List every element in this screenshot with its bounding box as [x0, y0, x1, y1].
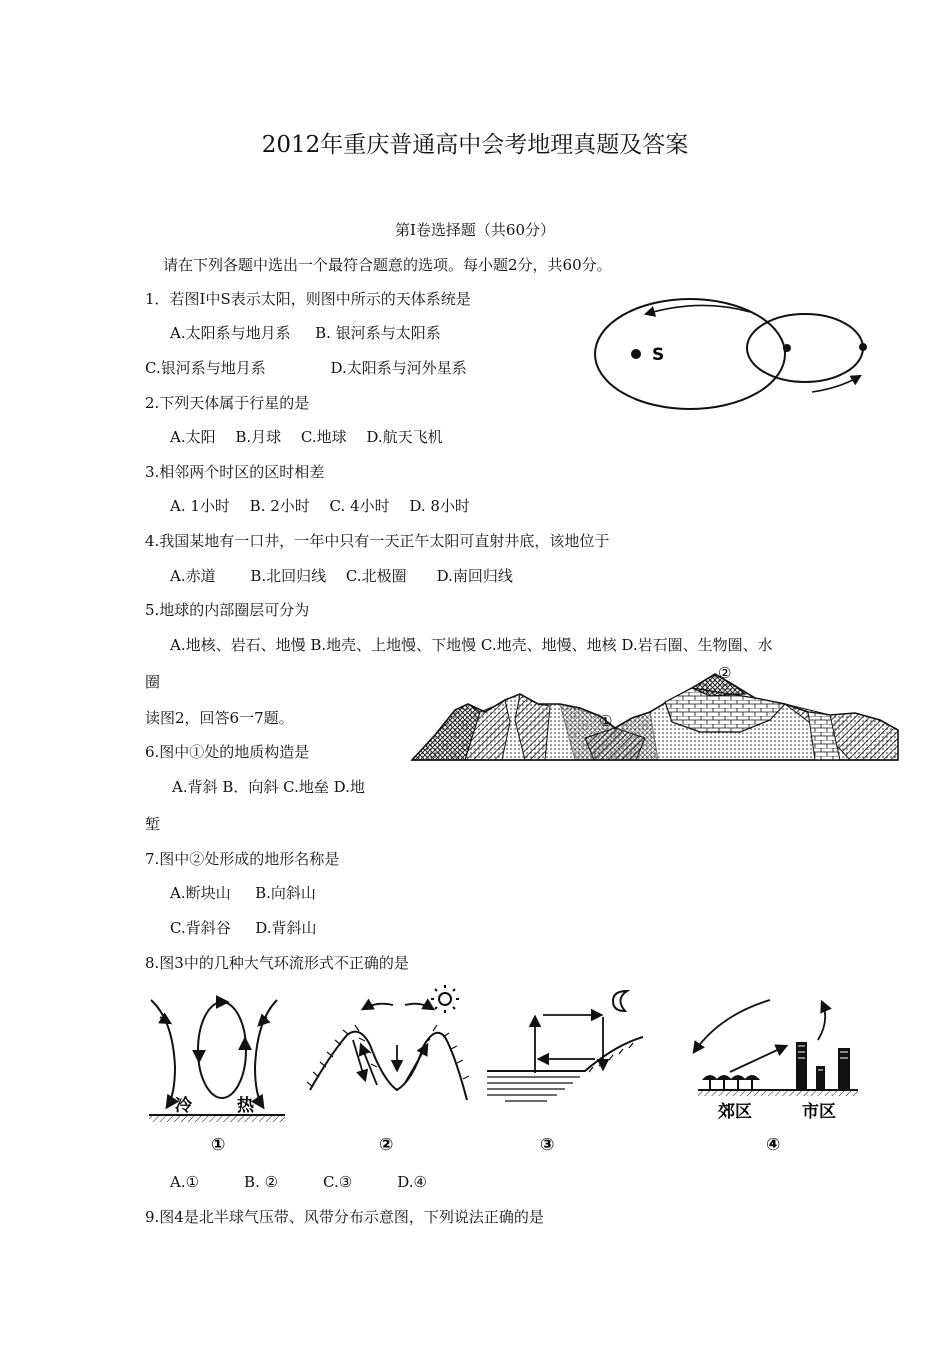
q5-options-line2: 圈	[145, 673, 161, 691]
q8-stem: 8.图3中的几种大气环流形式不正确的是	[145, 954, 409, 972]
hot-label: 热	[237, 1096, 254, 1116]
q3-options: A. 1小时 B. 2小时 C. 4小时 D. 8小时	[170, 497, 470, 515]
earth-dot	[783, 344, 791, 352]
q4-stem: 4.我国某地有一口井，一年中只有一天正午太阳可直射井底，该地位于	[145, 532, 610, 550]
sun-dot	[631, 349, 641, 359]
q4-options: A.赤道 B.北回归线 C.北极圈 D.南回归线	[170, 567, 513, 585]
q2-stem: 2.下列天体属于行星的是	[145, 394, 310, 412]
moon-dot	[859, 343, 867, 351]
sun-label: S	[652, 345, 665, 365]
panel-3-number: ③	[540, 1135, 555, 1155]
instructions: 请在下列各题中选出一个最符合题意的选项。每小题2分，共60分。	[163, 256, 612, 274]
sun-icon	[431, 985, 459, 1013]
q6-stem: 6.图中①处的地质构造是	[145, 743, 310, 761]
suburb-label: 郊区	[718, 1102, 752, 1122]
q5-options-line1: A.地核、岩石、地慢 B.地壳、上地慢、下地慢 C.地壳、地慢、地核 D.岩石圈、生物圈、水	[170, 636, 773, 654]
q2-options: A.太阳 B.月球 C.地球 D.航天飞机	[170, 428, 443, 446]
cold-label: 冷	[175, 1096, 192, 1116]
urban-label: 市区	[802, 1102, 836, 1122]
panel-1-number: ①	[211, 1135, 226, 1155]
q6-options-line2: 堑	[145, 815, 161, 833]
section-title: 第Ⅰ卷选择题（共60分）	[394, 221, 555, 239]
q7-options-ab: A.断块山 B.向斜山	[170, 884, 316, 902]
q9-stem: 9.图4是北半球气压带、风带分布示意图，下列说法正确的是	[145, 1208, 544, 1226]
q1-options-cd: C.银河系与地月系 D.太阳系与河外星系	[145, 359, 467, 377]
q7-stem: 7.图中②处形成的地形名称是	[145, 850, 340, 868]
figure-3-panel-3	[485, 985, 645, 1155]
q6-options-line1: A.背斜 B．向斜 C.地垒 D.地	[172, 778, 365, 796]
building-1	[796, 1042, 807, 1090]
figure-2-cross-section	[410, 660, 900, 765]
q8-options: A.① B. ② C.③ D.④	[170, 1173, 427, 1191]
orbit-arrow-top	[646, 305, 750, 314]
read-figure-2: 读图2，回答6一7题。	[145, 709, 294, 727]
page-title: 2012年重庆普通高中会考地理真题及答案	[261, 132, 689, 158]
marker-1: ①	[599, 712, 613, 730]
figure-3-panel-1	[145, 995, 295, 1155]
panel-4-number: ④	[766, 1135, 781, 1155]
building-3	[838, 1048, 850, 1090]
panel-2-number: ②	[379, 1135, 394, 1155]
trees-icon	[702, 1075, 760, 1090]
figure-3-panel-4	[690, 990, 870, 1155]
orbit-arrow-bottom	[812, 376, 860, 392]
figure-3-panel-2	[305, 985, 475, 1155]
q3-stem: 3.相邻两个时区的区时相差	[145, 463, 325, 481]
q1-options-ab: A.太阳系与地月系 B. 银河系与太阳系	[170, 324, 441, 342]
marker-2: ②	[718, 664, 732, 682]
q5-stem: 5.地球的内部圈层可分为	[145, 601, 310, 619]
q7-options-cd: C.背斜谷 D.背斜山	[170, 919, 317, 937]
moon-icon	[613, 991, 627, 1011]
q1-stem: 1．若图Ⅰ中S表示太阳，则图中所示的天体系统是	[145, 290, 471, 308]
figure-1-orbits	[590, 290, 880, 430]
